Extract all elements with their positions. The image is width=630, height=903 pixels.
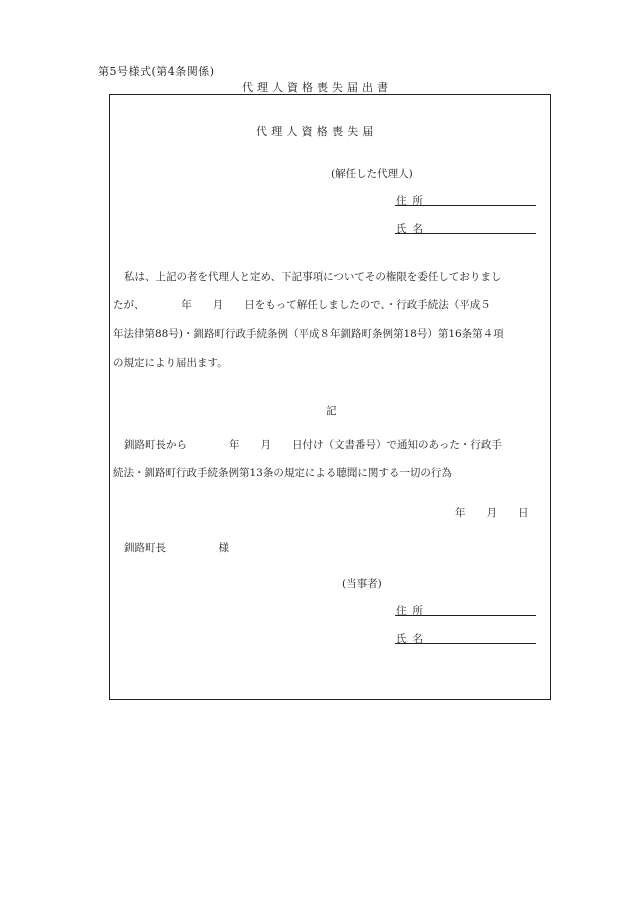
- body-line: 年法律第88号)・釧路町行政手続条例（平成８年釧路町条例第18号）第16条第４項: [113, 328, 504, 340]
- agent-address-line[interactable]: [395, 205, 536, 206]
- body-line: の規定により届出ます。: [113, 357, 228, 369]
- agent-name-label: 氏名: [396, 223, 429, 235]
- document-title: 代理人資格喪失届出書: [242, 81, 392, 94]
- inner-title: 代理人資格喪失届: [256, 125, 378, 138]
- agent-address-label: 住所: [396, 195, 429, 207]
- item-line: 釧路町長から 年 月 日付け（文書番号）で通知のあった・行政手: [124, 439, 502, 451]
- agent-name-line[interactable]: [395, 233, 536, 234]
- form-number: 第5号様式(第4条関係): [98, 65, 215, 78]
- body-line: 私は、上記の者を代理人と定め、下記事項についてその権限を委任しておりまし: [124, 271, 502, 283]
- date-line: 年 月 日: [455, 507, 529, 519]
- agent-section-label: (解任した代理人): [331, 168, 413, 180]
- ki-heading: 記: [326, 405, 337, 417]
- party-address-line[interactable]: [395, 615, 536, 616]
- item-line: 続法・釧路町行政手続条例第13条の規定による聴聞に関する一切の行為: [113, 467, 452, 479]
- party-section-label: (当事者): [342, 578, 382, 590]
- form-frame: [109, 94, 551, 700]
- party-address-label: 住所: [396, 605, 429, 617]
- body-line: たが、 年 月 日をもって解任しましたので、・行政手続法（平成５: [113, 299, 491, 311]
- party-name-line[interactable]: [395, 643, 536, 644]
- addressee: 釧路町長 様: [124, 542, 229, 554]
- party-name-label: 氏名: [396, 633, 429, 645]
